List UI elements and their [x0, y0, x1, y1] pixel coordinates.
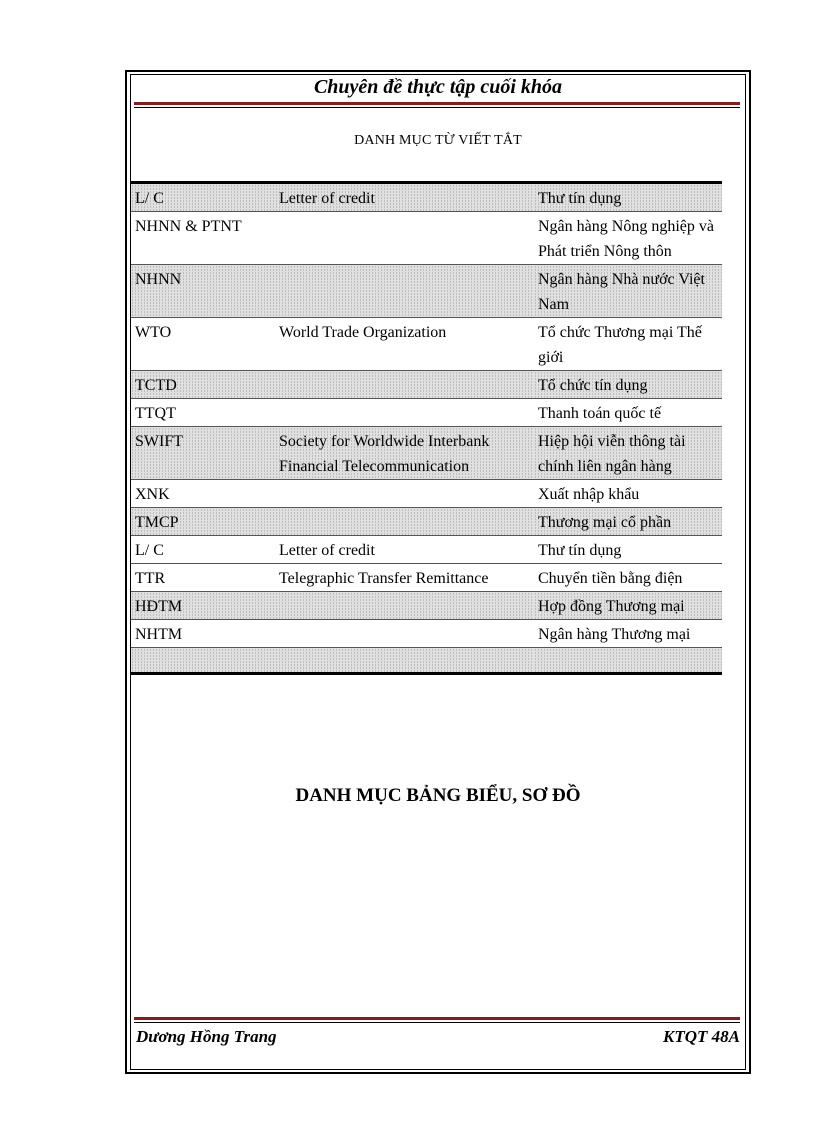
english-term-cell [275, 212, 534, 265]
vietnamese-term-cell: Thư tín dụng [534, 183, 722, 212]
vietnamese-term-cell: Thư tín dụng [538, 542, 622, 559]
vietnamese-term-cell [534, 648, 722, 674]
abbreviation-cell: TMCP [131, 508, 275, 536]
vietnamese-term-cell: Chuyển tiền bằng điện [538, 570, 683, 587]
table-row [131, 480, 722, 508]
vietnamese-term-cell: Ngân hàng Nhà nước Việt Nam [534, 265, 722, 318]
abbreviation-cell: WTO [135, 324, 172, 341]
vietnamese-term-cell: Thương mại cổ phần [534, 508, 722, 536]
vietnamese-term-cell: Hợp đồng Thương mại [534, 592, 722, 620]
english-term-cell: Telegraphic Transfer Remittance [279, 570, 489, 587]
abbreviation-cell: L/ C [135, 542, 164, 559]
table-row [131, 592, 722, 620]
abbreviation-cell [131, 648, 275, 674]
abbreviation-cell: XNK [135, 486, 170, 503]
english-term-cell: Society for Worldwide Interbank Financial Telecommunication [275, 427, 534, 480]
english-term-cell [275, 371, 534, 399]
vietnamese-term-cell: Tổ chức Thương mại Thế giới [538, 324, 702, 366]
table-row [131, 536, 722, 564]
abbreviations-table [131, 181, 722, 675]
vietnamese-term-cell: Ngân hàng Thương mại [538, 626, 691, 643]
english-term-cell: Letter of credit [279, 542, 375, 559]
english-term-cell [275, 480, 534, 508]
english-term-cell [275, 265, 534, 318]
table-row [131, 212, 722, 265]
table-row [131, 183, 722, 212]
vietnamese-term-cell: Ngân hàng Nông nghiệp và Phát triển Nông thôn [538, 218, 714, 260]
abbreviation-cell: NHNN & PTNT [135, 218, 242, 235]
english-term-cell: World Trade Organization [279, 324, 447, 341]
abbreviation-cell: SWIFT [131, 427, 275, 480]
abbreviation-cell: TTR [135, 570, 166, 587]
english-term-cell [275, 508, 534, 536]
english-term-cell [275, 592, 534, 620]
table-row [131, 564, 722, 592]
table-row [131, 427, 722, 480]
vietnamese-term-cell: Thanh toán quốc tế [538, 405, 662, 422]
abbreviations-heading: DANH MỤC TỪ VIẾT TẮT [354, 133, 522, 148]
table-row [131, 648, 722, 674]
abbreviation-cell: L/ C [131, 183, 275, 212]
footer-author: Dương Hồng Trang [136, 1027, 277, 1046]
header-rule [134, 102, 740, 105]
vietnamese-term-cell: Tổ chức tín dụng [534, 371, 722, 399]
table-row [131, 371, 722, 399]
table-row [131, 265, 722, 318]
english-term-cell: Letter of credit [275, 183, 534, 212]
table-row [131, 318, 722, 371]
english-term-cell [275, 620, 534, 648]
english-term-cell [275, 399, 534, 427]
vietnamese-term-cell: Hiệp hội viễn thông tài chính liên ngân hàng [534, 427, 722, 480]
vietnamese-term-cell: Xuất nhập khẩu [538, 486, 640, 503]
abbreviation-cell: TCTD [131, 371, 275, 399]
table-row [131, 508, 722, 536]
abbreviation-cell: TTQT [135, 405, 176, 422]
header-title: Chuyên đề thực tập cuối khóa [313, 76, 563, 98]
footer-rule [134, 1017, 740, 1020]
abbreviation-cell: HĐTM [131, 592, 275, 620]
tables-section-title: DANH MỤC BẢNG BIỂU, SƠ ĐỒ [295, 785, 581, 806]
abbreviation-cell: NHTM [135, 626, 183, 643]
english-term-cell [275, 648, 534, 674]
table-row [131, 399, 722, 427]
footer-class-code: KTQT 48A [663, 1027, 740, 1046]
table-row [131, 620, 722, 648]
footer-rule-thin [134, 1022, 740, 1023]
header-rule-thin [134, 107, 740, 108]
abbreviation-cell: NHNN [131, 265, 275, 318]
